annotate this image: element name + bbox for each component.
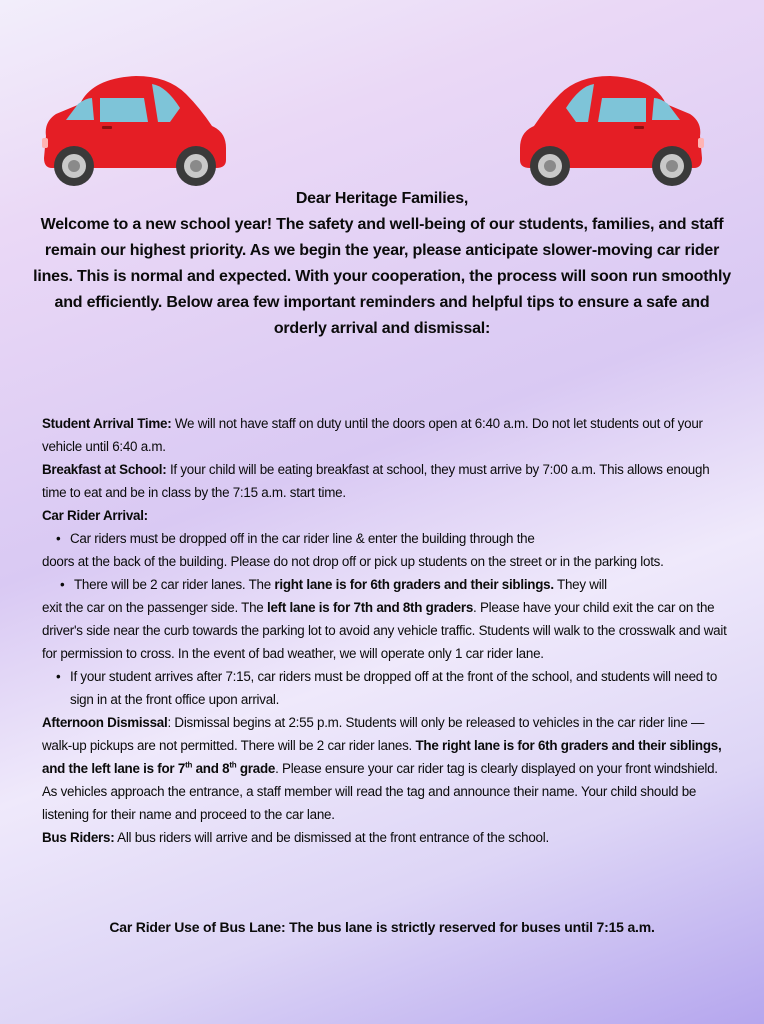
bullet-2-text-f: . Please have your child exit the car on the driver's side near the curb towards the parking lot to avoid any vehicle traffic. Students will walk to the crosswalk and wait for permission to cross. In the event of bad weather, we will operate only 1 car rider lane. [42,600,727,661]
bullet-1-text: Car riders must be dropped off in the car rider line & enter the building through the [70,531,535,546]
dismissal-sup-1: th [185,760,193,770]
arrival-text: We will not have staff on duty until the doors open at 6:40 a.m. Do not let students out of your vehicle until 6:40 a.m. [42,416,703,454]
bullet-2-bold: right lane is for 6th graders and their siblings. [274,577,554,592]
dismissal-bold-b: and 8 [192,761,230,776]
dismissal-sup-2: th [229,760,237,770]
dismissal-text-a: : Dismissal begins at 2:55 p.m. Students will only be released to vehicles in the car rider line — walk-up pickups are not permitted. There will be 2 car rider lanes. [42,715,705,753]
bullet-2 [42,573,732,596]
bullet-2-cont [42,596,732,665]
bullet-3 [42,665,732,711]
bullet-2-bold-e: left lane is for 7th and 8th graders [266,600,474,615]
intro-letter [30,186,734,342]
breakfast-text: If your child will be eating breakfast at school, they must arrive by 7:00 a.m. This allows enough time to eat and be in class by the 7:15 a.m. start time. [42,462,710,500]
bullet-3-text: If your student arrives after 7:15, car riders must be dropped off at the front of the school, and students will need to sign in at the front office upon arrival. [70,669,718,707]
bullet-1 [42,527,732,550]
bus-section [42,826,732,849]
bus-label: Bus Riders: [42,830,115,845]
bullet-dot: • [56,669,61,684]
intro-paragraph: Welcome to a new school year! The safety and well-being of our students, families, and staff remain our highest priority. As we begin the year, please anticipate slower-moving car rider lines. This is normal and expected. With your cooperation, the process will soon run smoothly and efficiently. Below area few important reminders and helpful tips to ensure a safe and orderly arrival and dismissal: [33,216,731,337]
bullet-1-cont: doors at the back of the building. Please do not drop off or pick up students on the street or in the parking lots. [42,554,664,569]
bus-lane-notice: Car Rider Use of Bus Lane: The bus lane is strictly reserved for buses until 7:15 a.m. [109,919,655,935]
dismissal-bold-a: The right lane is for 6th graders and their siblings, and the left lane is for 7 [42,738,722,776]
bullet-2-text: There will be 2 car rider lanes. The [74,577,275,592]
red-car-icon [516,74,706,186]
dismissal-label: Afternoon Dismissal [42,715,168,730]
breakfast-label: Breakfast at School: [42,462,167,477]
bus-text: All bus riders will arrive and be dismissed at the front entrance of the school. [114,830,549,845]
arrival-label: Student Arrival Time: [42,416,172,431]
car-rider-heading: Car Rider Arrival: [42,508,148,523]
bullet-2-text-d: exit the car on the passenger side. The [42,600,267,615]
red-car-icon [40,74,230,186]
dismissal-bold-c: grade [236,761,276,776]
bullet-dot: • [60,577,65,592]
greeting: Dear Heritage Families, [295,190,469,207]
breakfast-section [42,458,732,504]
dismissal-text-b: . Please ensure your car rider tag is clearly displayed on your front windshield. As vehicles approach the entrance, a staff member will read the tag and announce their name. Your child should be listening for their name and proceed to the car lane. [42,761,718,822]
reminders [42,412,732,849]
bullet-dot: • [56,531,61,546]
dismissal-section [42,711,732,826]
bullet-2-text-c: They will [553,577,607,592]
arrival-section [42,412,732,458]
